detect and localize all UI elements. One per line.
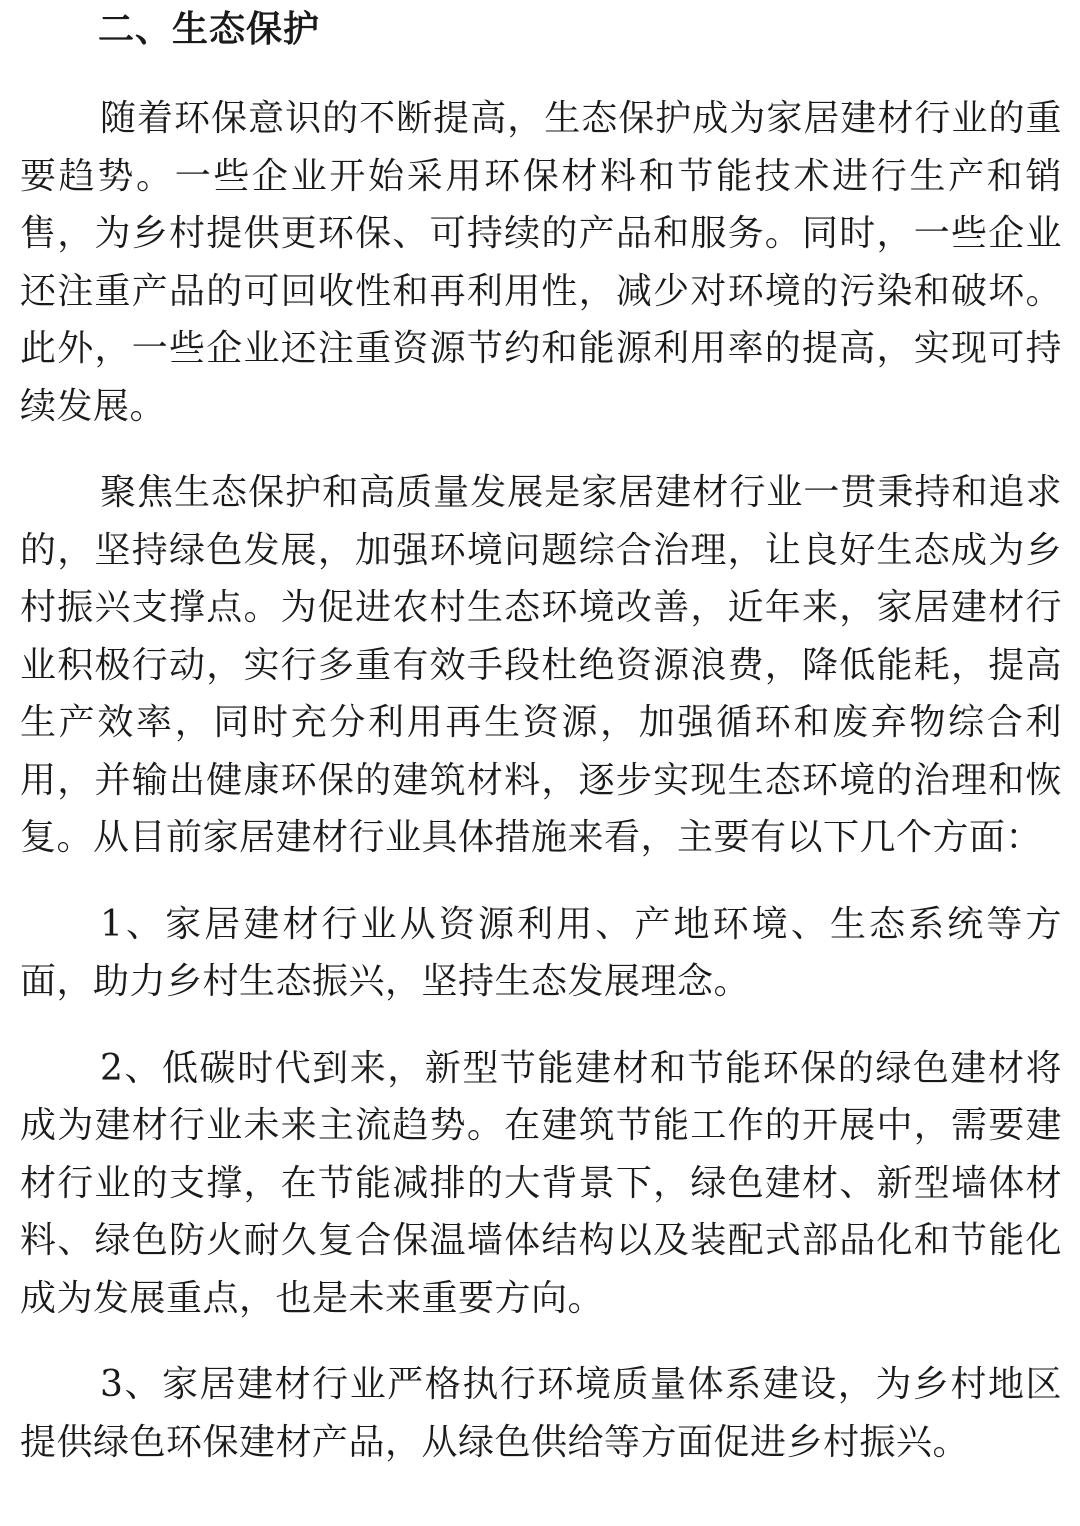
- list-item-2: 2、低碳时代到来，新型节能建材和节能环保的绿色建材将成为建材行业未来主流趋势。在建筑节能工作的开展中，需要建材行业的支撑，在节能减排的大背景下，绿色建材、新型墙体材料、绿色防火耐久复合保温墙体结构以及装配式部品化和节能化成为发展重点，也是未来重要方向。: [20, 1047, 1062, 1319]
- list-item-1: 1、家居建材行业从资源利用、产地环境、生态系统等方面，助力乡村生态振兴，坚持生态发展理念。: [20, 903, 1062, 1002]
- section-heading: 二、生态保护: [98, 9, 321, 50]
- paragraph-green-development: 聚焦生态保护和高质量发展是家居建材行业一贯秉持和追求的，坚持绿色发展，加强环境问题综合治理，让良好生态成为乡村振兴支撑点。为促进农村生态环境改善，近年来，家居建材行业积极行动，实行多重有效手段杜绝资源浪费，降低能耗，提高生产效率，同时充分利用再生资源，加强循环和废弃物综合利用，并输出健康环保的建筑材料，逐步实现生态环境的治理和恢复。从目前家居建材行业具体措施来看，主要有以下几个方面：: [20, 472, 1062, 858]
- paragraph-awareness: 随着环保意识的不断提高，生态保护成为家居建材行业的重要趋势。一些企业开始采用环保材料和节能技术进行生产和销售，为乡村提供更环保、可持续的产品和服务。同时，一些企业还注重产品的可回收性和再利用性，减少对环境的污染和破坏。此外，一些企业还注重资源节约和能源利用率的提高，实现可持续发展。: [20, 98, 1062, 427]
- article-body: [20, 0, 1062, 1471]
- list-item-3: 3、家居建材行业严格执行环境质量体系建设，为乡村地区提供绿色环保建材产品，从绿色供给等方面促进乡村振兴。: [20, 1364, 1062, 1463]
